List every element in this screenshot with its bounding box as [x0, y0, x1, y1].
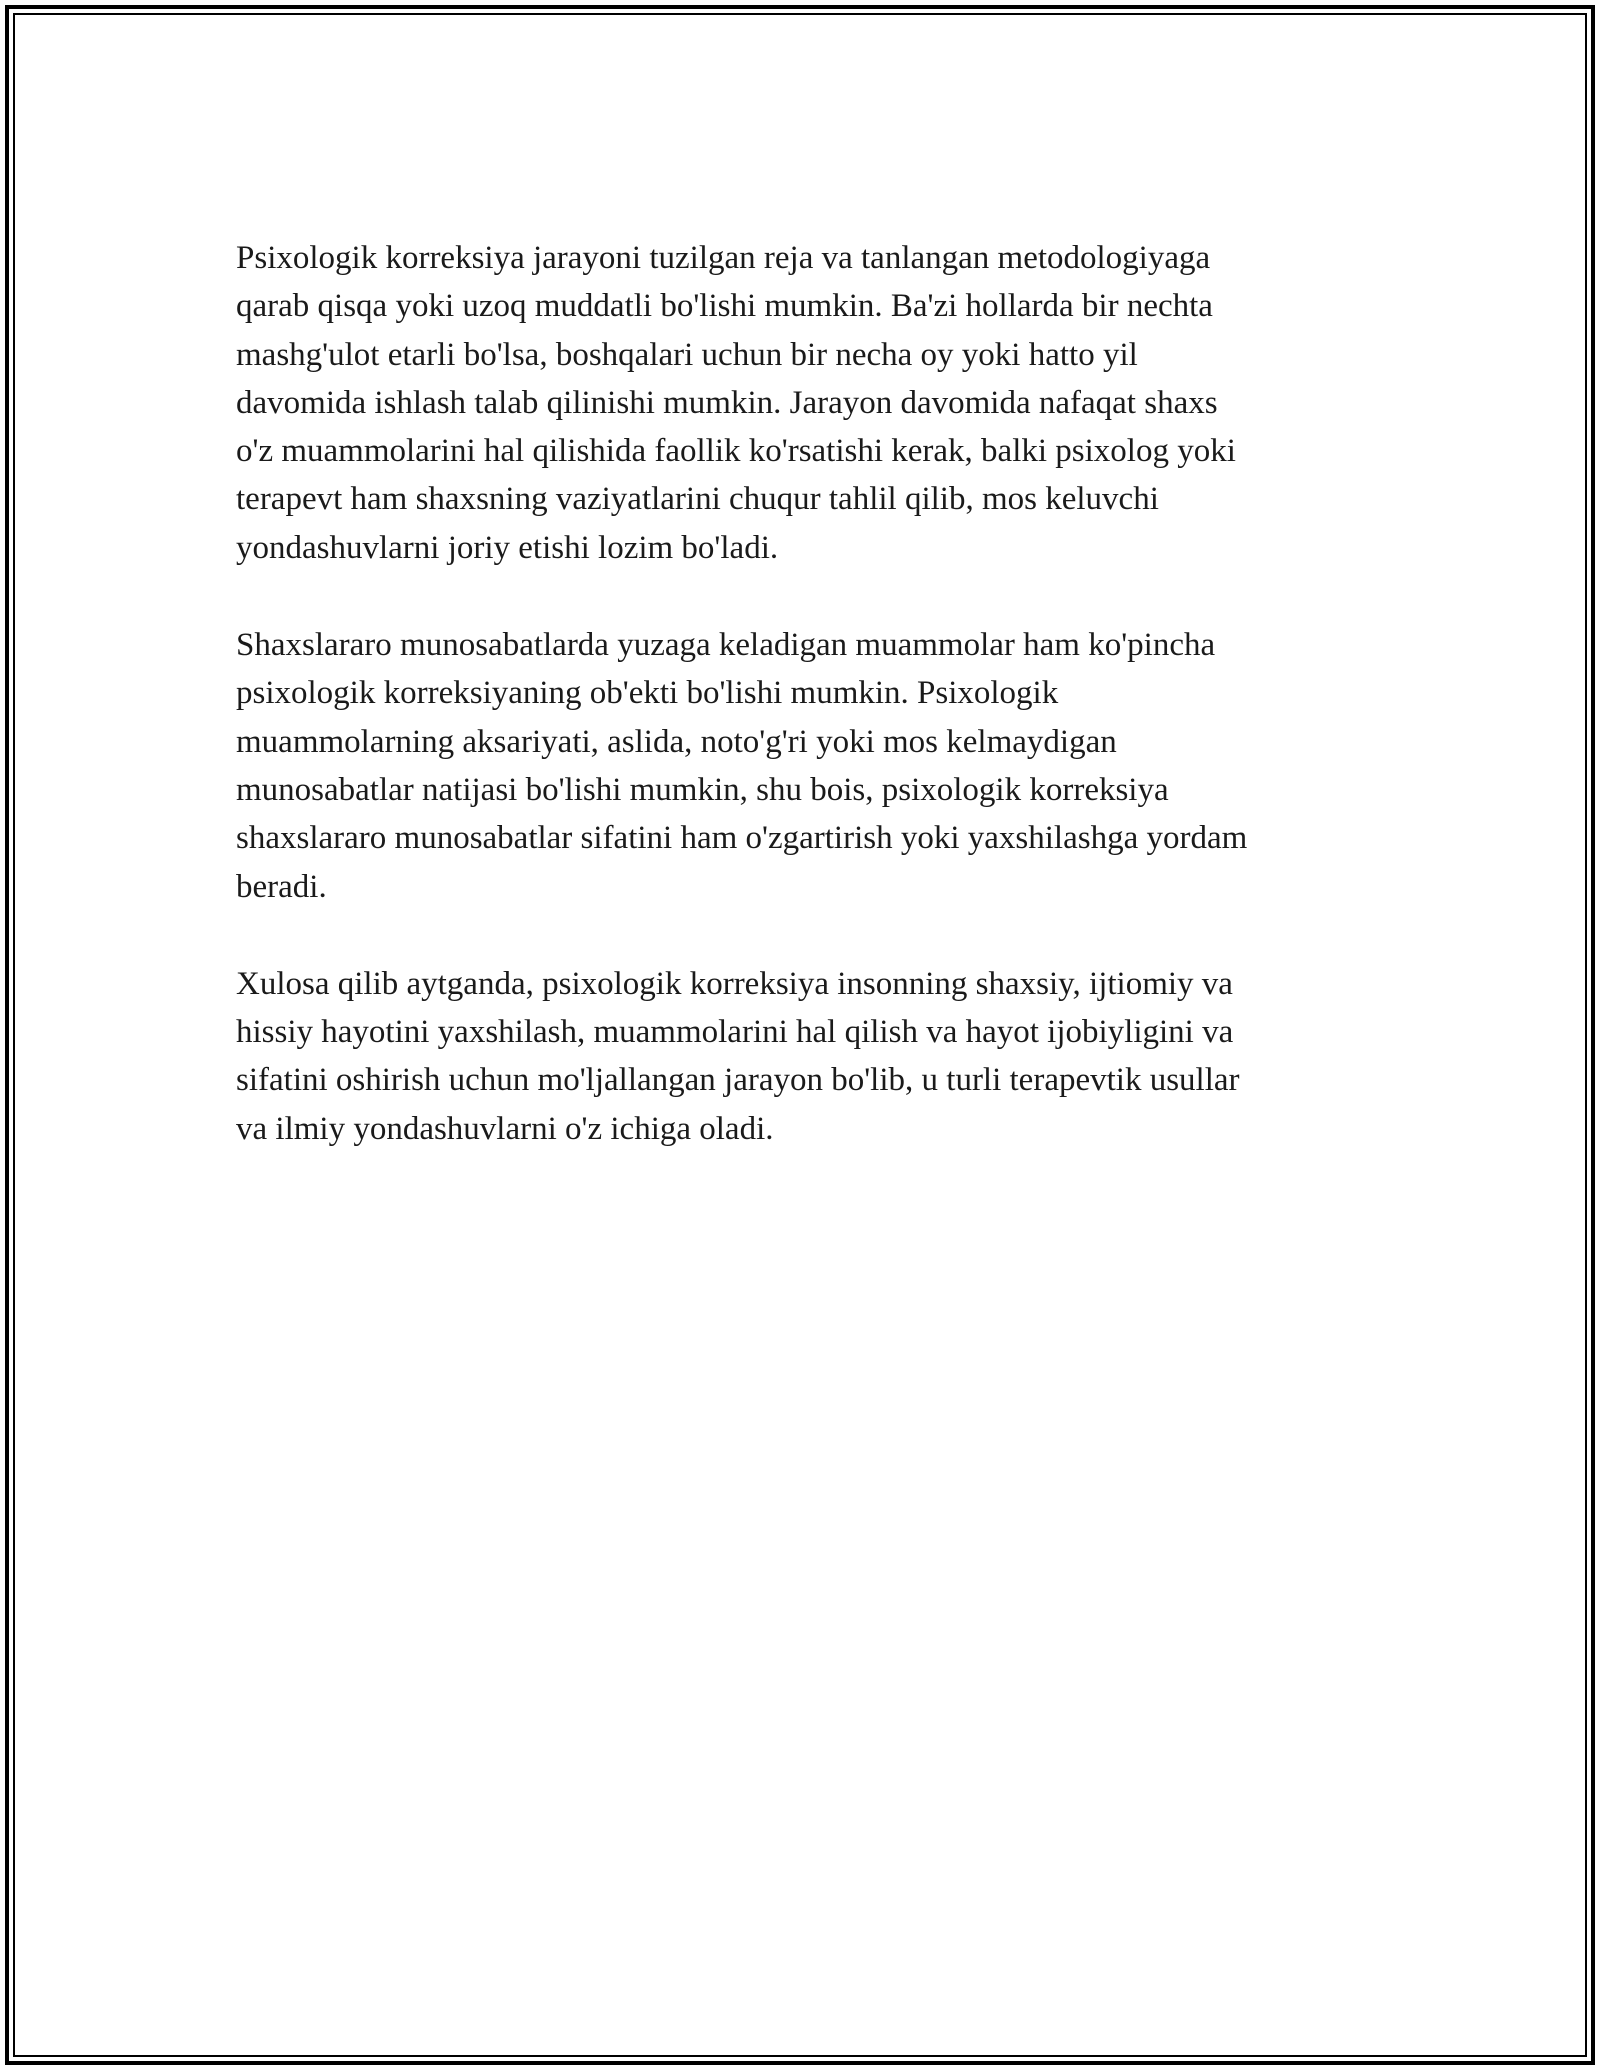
- paragraph-line: mashg'ulot etarli bo'lsa, boshqalari uchun bir necha oy yoki hatto yil: [236, 336, 1138, 373]
- document-body: [236, 234, 1376, 1202]
- paragraph-3: [236, 960, 1376, 1153]
- paragraph-line: muammolarning aksariyati, aslida, noto'g'ri yoki mos kelmaydigan: [236, 723, 1117, 760]
- paragraph-1: [236, 234, 1376, 572]
- paragraph-line: beradi.: [236, 868, 327, 905]
- paragraph-line: sifatini oshirish uchun mo'ljallangan jarayon bo'lib, u turli terapevtik usullar: [236, 1062, 1240, 1099]
- paragraph-line: psixologik korreksiyaning ob'ekti bo'lishi mumkin. Psixologik: [236, 675, 1059, 712]
- paragraph-line: munosabatlar natijasi bo'lishi mumkin, shu bois, psixologik korreksiya: [236, 771, 1169, 808]
- paragraph-line: davomida ishlash talab qilinishi mumkin. Jarayon davomida nafaqat shaxs: [236, 384, 1218, 421]
- paragraph-line: yondashuvlarni joriy etishi lozim bo'ladi.: [236, 529, 779, 566]
- paragraph-line: va ilmiy yondashuvlarni o'z ichiga oladi.: [236, 1110, 774, 1147]
- paragraph-line: o'z muammolarini hal qilishida faollik ko'rsatishi kerak, balki psixolog yoki: [236, 433, 1236, 470]
- paragraph-line: Psixologik korreksiya jarayoni tuzilgan reja va tanlangan metodologiyaga: [236, 240, 1211, 276]
- paragraph-2: [236, 621, 1376, 911]
- paragraph-line: terapevt ham shaxsning vaziyatlarini chuqur tahlil qilib, mos keluvchi: [236, 481, 1159, 518]
- paragraph-line: qarab qisqa yoki uzoq muddatli bo'lishi mumkin. Ba'zi hollarda bir nechta: [236, 288, 1213, 325]
- paragraph-line: Shaxslararo munosabatlarda yuzaga keladigan muammolar ham ko'pincha: [236, 627, 1216, 664]
- paragraph-line: Xulosa qilib aytganda, psixologik korreksiya insonning shaxsiy, ijtiomiy va: [236, 965, 1233, 1002]
- paragraph-line: hissiy hayotini yaxshilash, muammolarini hal qilish va hayot ijobiyligini va: [236, 1014, 1234, 1051]
- paragraph-line: shaxslararo munosabatlar sifatini ham o'zgartirish yoki yaxshilashga yordam: [236, 820, 1248, 857]
